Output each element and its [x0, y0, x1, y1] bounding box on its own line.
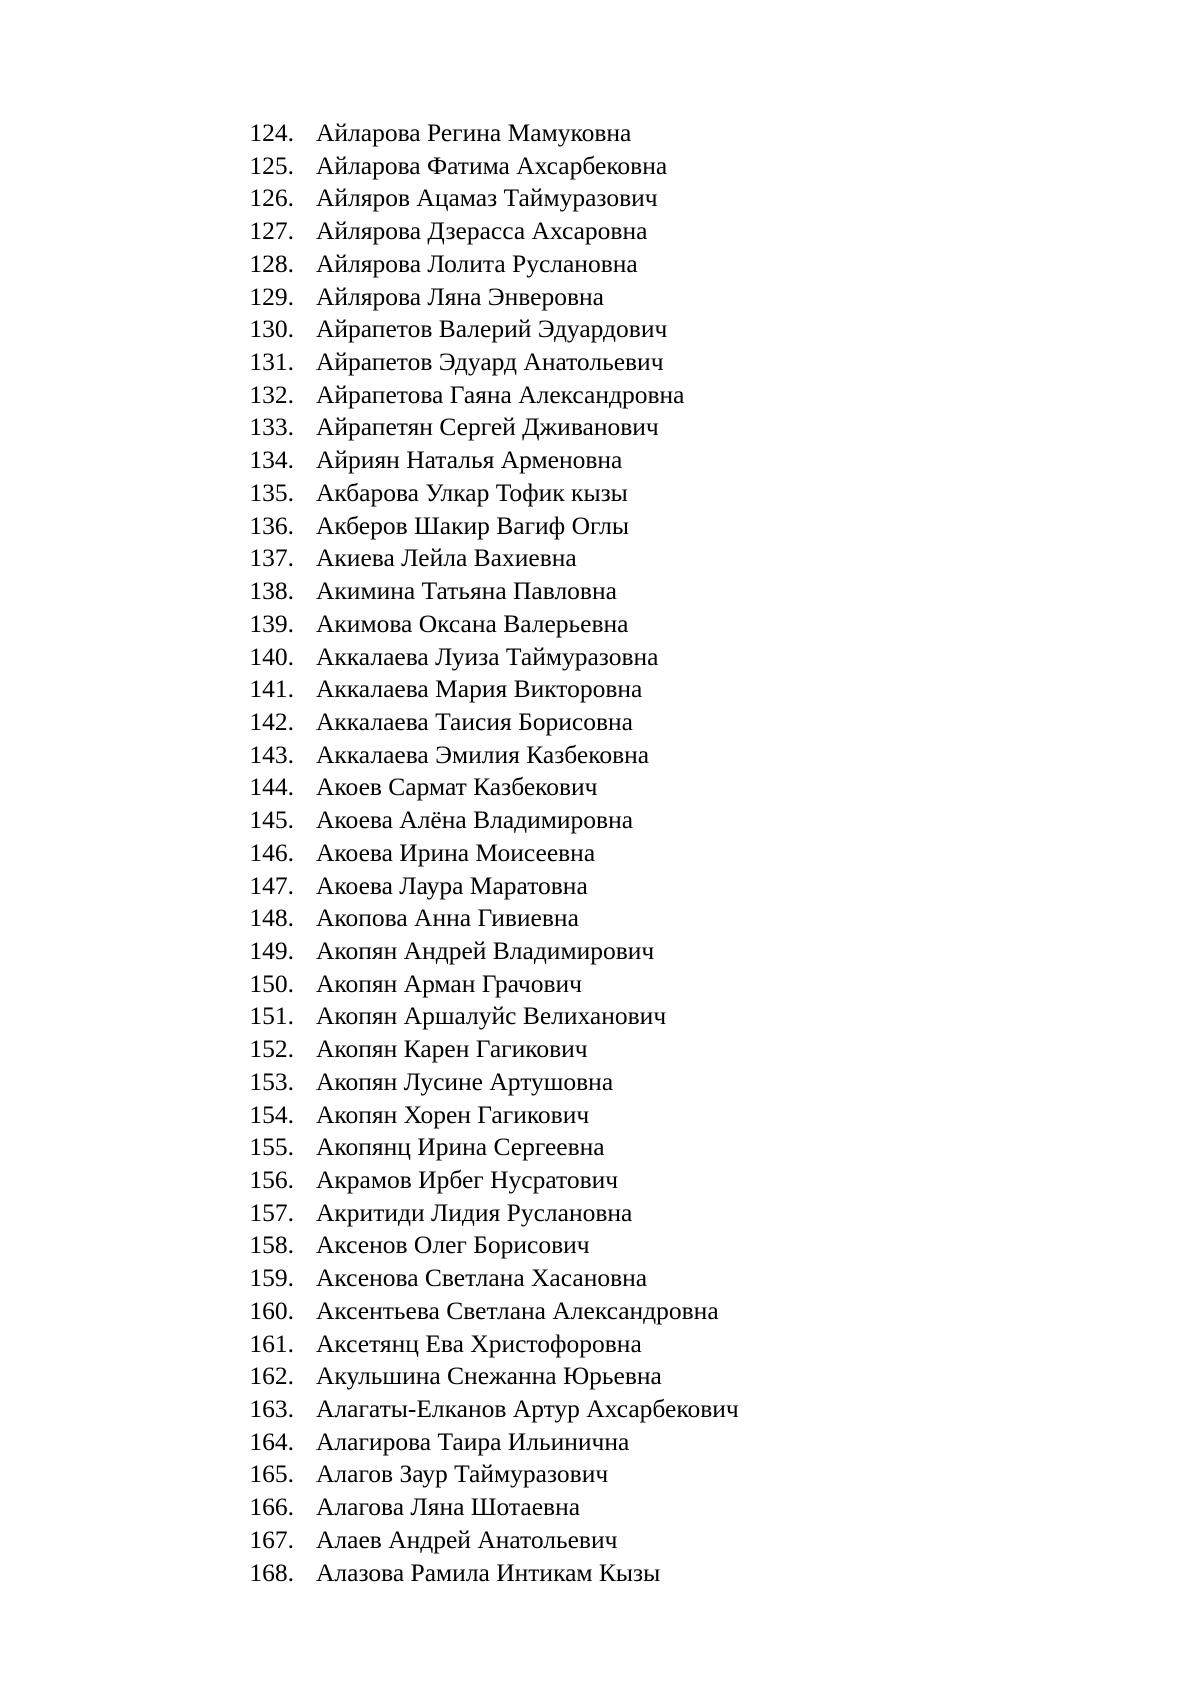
entry-name: Акберов Шакир Вагиф Оглы — [316, 510, 630, 540]
list-item — [0, 1426, 1200, 1459]
entry-name: Акопян Лусине Артушовна — [316, 1066, 614, 1096]
entry-name: Айрапетов Валерий Эдуардович — [316, 314, 668, 344]
list-item — [0, 673, 1200, 706]
entry-name: Акиева Лейла Вахиевна — [316, 543, 577, 573]
list-item — [0, 1557, 1200, 1590]
list-item — [0, 477, 1200, 510]
entry-number: 149. — [249, 935, 294, 965]
entry-number: 146. — [249, 837, 294, 867]
entry-number: 166. — [249, 1492, 294, 1522]
entry-name: Акрамов Ирбег Нусратович — [316, 1165, 619, 1194]
entry-number: 124. — [249, 118, 294, 147]
entry-name: Аккалаева Мария Викторовна — [316, 674, 643, 704]
list-item — [0, 281, 1200, 314]
entry-number: 168. — [249, 1557, 294, 1587]
entry-number: 150. — [249, 968, 294, 998]
entry-number: 167. — [249, 1524, 294, 1554]
entry-number: 143. — [249, 739, 294, 769]
list-item — [0, 1099, 1200, 1132]
list-item — [0, 935, 1200, 968]
entry-number: 151. — [249, 1001, 294, 1031]
list-item — [0, 510, 1200, 543]
entry-name: Аксентьева Светлана Александровна — [316, 1295, 719, 1325]
list-item — [0, 248, 1200, 281]
entry-name: Аксетянц Ева Христофоровна — [316, 1328, 642, 1358]
entry-number: 125. — [249, 150, 294, 180]
entry-number: 158. — [249, 1230, 294, 1260]
entry-name: Айрапетов Эдуард Анатольевич — [316, 347, 664, 377]
list-item — [0, 902, 1200, 935]
entry-number: 133. — [249, 412, 294, 442]
entry-name: Акимова Оксана Валерьевна — [316, 608, 629, 638]
entry-name: Алазова Рамила Интикам Кызы — [316, 1557, 661, 1587]
entry-number: 156. — [249, 1165, 294, 1194]
entry-number: 127. — [249, 216, 294, 246]
entry-number: 140. — [249, 641, 294, 671]
list-item — [0, 1360, 1200, 1393]
list-item — [0, 215, 1200, 248]
entry-name: Акопян Хорен Гагикович — [316, 1099, 590, 1129]
entry-number: 132. — [249, 379, 294, 409]
list-item — [0, 1000, 1200, 1033]
list-item — [0, 804, 1200, 837]
list-item — [0, 542, 1200, 575]
entry-name: Айлярова Лолита Руслановна — [316, 248, 638, 278]
list-item — [0, 1066, 1200, 1099]
entry-number: 154. — [249, 1099, 294, 1129]
entry-number: 142. — [249, 706, 294, 736]
entry-name: Акоева Ирина Моисеевна — [316, 837, 596, 867]
entry-number: 138. — [249, 576, 294, 606]
entry-name: Айлярова Дзерасса Ахсаровна — [316, 216, 648, 246]
list-item — [0, 1164, 1200, 1197]
list-item — [0, 1524, 1200, 1557]
entry-name: Алагаты-Елканов Артур Ахсарбекович — [316, 1394, 739, 1424]
entry-name: Айлярова Ляна Энверовна — [316, 281, 604, 311]
entry-name: Акопянц Ирина Сергеевна — [316, 1132, 605, 1162]
list-item — [0, 1229, 1200, 1262]
entry-number: 136. — [249, 510, 294, 540]
list-item — [0, 379, 1200, 412]
list-item — [0, 739, 1200, 772]
entry-number: 135. — [249, 477, 294, 507]
entry-number: 129. — [249, 281, 294, 311]
entry-number: 148. — [249, 903, 294, 933]
entry-name: Акоева Алёна Владимировна — [316, 805, 634, 835]
entry-number: 157. — [249, 1197, 294, 1227]
entry-name: Акопян Аршалуйс Велиханович — [316, 1001, 667, 1031]
list-item — [0, 608, 1200, 641]
list-item — [0, 117, 1200, 150]
entry-number: 139. — [249, 608, 294, 638]
list-item — [0, 346, 1200, 379]
entry-number: 141. — [249, 674, 294, 704]
entry-name: Акопян Арман Грачович — [316, 968, 583, 998]
list-item — [0, 1491, 1200, 1524]
entry-name: Айриян Наталья Арменовна — [316, 445, 623, 475]
entry-number: 153. — [249, 1066, 294, 1096]
entry-name: Алагова Ляна Шотаевна — [316, 1492, 581, 1522]
entry-number: 130. — [249, 314, 294, 344]
list-item — [0, 968, 1200, 1001]
entry-number: 165. — [249, 1459, 294, 1489]
entry-name: Алагирова Таира Ильинична — [316, 1426, 630, 1456]
list-item — [0, 706, 1200, 739]
entry-name: Акритиди Лидия Руслановна — [316, 1197, 633, 1227]
entry-name: Акульшина Снежанна Юрьевна — [316, 1361, 662, 1391]
list-item — [0, 1033, 1200, 1066]
entry-number: 145. — [249, 805, 294, 835]
entry-name: Айрапетян Сергей Дживанович — [316, 412, 659, 442]
list-item — [0, 1295, 1200, 1328]
list-item — [0, 1262, 1200, 1295]
entry-name: Акоев Сармат Казбекович — [316, 772, 598, 802]
entry-number: 147. — [249, 870, 294, 900]
entry-number: 128. — [249, 248, 294, 278]
name-list — [0, 117, 1200, 1589]
list-item — [0, 870, 1200, 903]
list-item — [0, 1458, 1200, 1491]
list-item — [0, 771, 1200, 804]
entry-name: Акопян Андрей Владимирович — [316, 935, 655, 965]
entry-name: Акопян Карен Гагикович — [316, 1034, 588, 1064]
entry-number: 159. — [249, 1263, 294, 1293]
list-item — [0, 1328, 1200, 1361]
list-item — [0, 1197, 1200, 1230]
list-item — [0, 313, 1200, 346]
entry-name: Аккалаева Таисия Борисовна — [316, 706, 633, 736]
entry-name: Айляров Ацамаз Таймуразович — [316, 183, 658, 213]
list-item — [0, 182, 1200, 215]
list-item — [0, 411, 1200, 444]
entry-name: Аксенов Олег Борисович — [316, 1230, 590, 1260]
list-item — [0, 837, 1200, 870]
list-item — [0, 1393, 1200, 1426]
entry-number: 163. — [249, 1394, 294, 1424]
entry-name: Акопова Анна Гивиевна — [316, 903, 579, 933]
entry-number: 160. — [249, 1295, 294, 1325]
entry-name: Аккалаева Луиза Таймуразовна — [316, 641, 659, 671]
list-item — [0, 1131, 1200, 1164]
entry-number: 131. — [249, 347, 294, 377]
entry-number: 152. — [249, 1034, 294, 1064]
list-item — [0, 444, 1200, 477]
entry-name: Алаев Андрей Анатольевич — [316, 1524, 618, 1554]
entry-name: Айрапетова Гаяна Александровна — [316, 379, 685, 409]
entry-name: Аксенова Светлана Хасановна — [316, 1263, 648, 1293]
entry-number: 164. — [249, 1426, 294, 1456]
entry-number: 134. — [249, 445, 294, 475]
entry-name: Айларова Регина Мамуковна — [316, 118, 632, 147]
entry-number: 162. — [249, 1361, 294, 1391]
entry-name: Алагов Заур Таймуразович — [316, 1459, 609, 1489]
list-item — [0, 150, 1200, 183]
entry-number: 155. — [249, 1132, 294, 1162]
entry-name: Акоева Лаура Маратовна — [316, 870, 588, 900]
entry-number: 126. — [249, 183, 294, 213]
entry-name: Айларова Фатима Ахсарбековна — [316, 150, 668, 180]
list-item — [0, 641, 1200, 674]
entry-number: 161. — [249, 1328, 294, 1358]
list-item — [0, 575, 1200, 608]
entry-name: Акимина Татьяна Павловна — [316, 576, 617, 606]
entry-number: 137. — [249, 543, 294, 573]
entry-name: Акбарова Улкар Тофик кызы — [316, 477, 628, 507]
entry-name: Аккалаева Эмилия Казбековна — [316, 739, 650, 769]
entry-number: 144. — [249, 772, 294, 802]
